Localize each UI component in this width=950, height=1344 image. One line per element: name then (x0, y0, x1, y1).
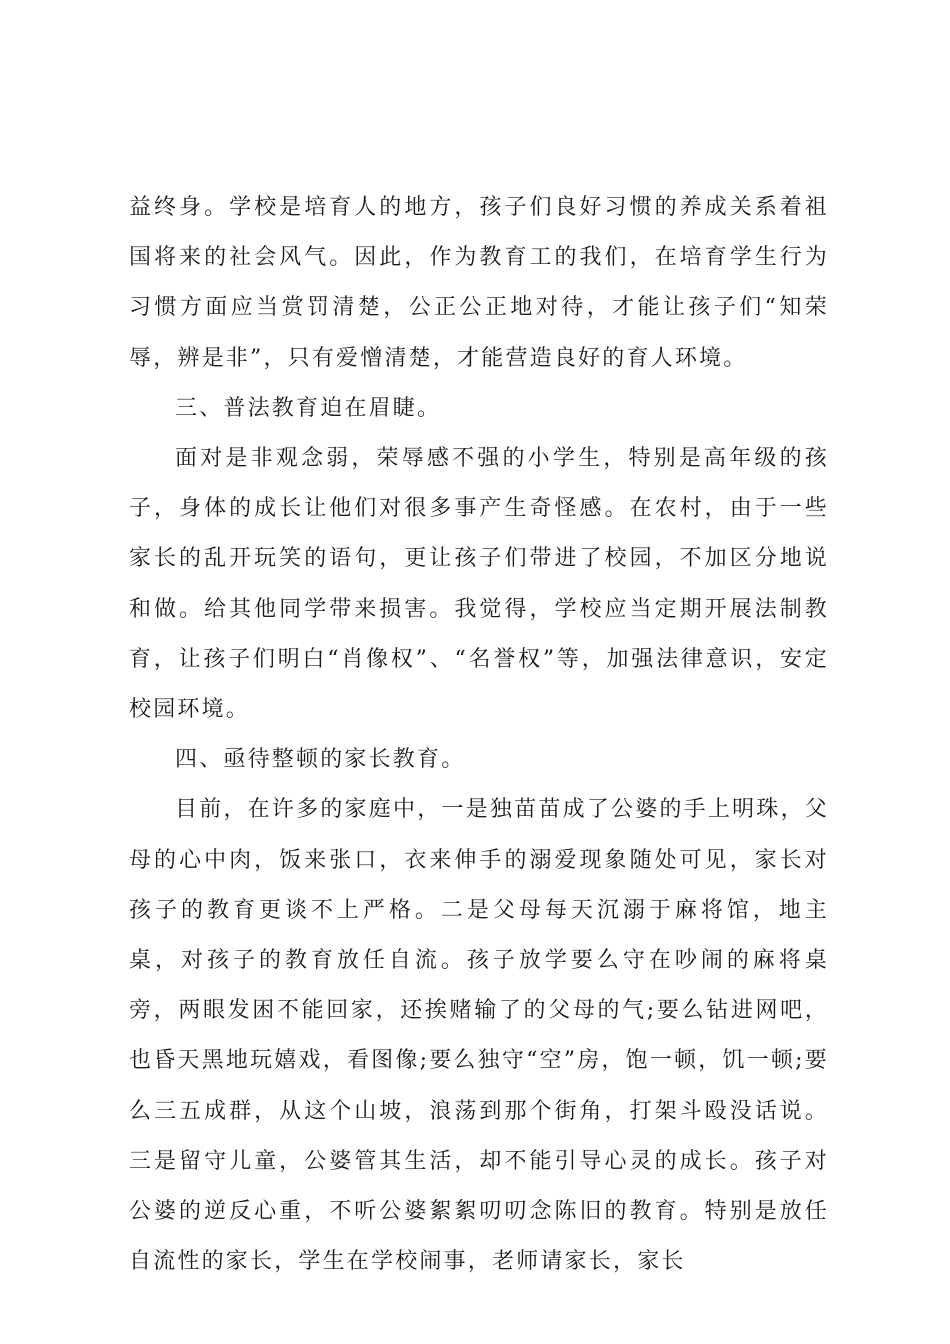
section-heading-three: 三、普法教育迫在眉睫。 (175, 395, 442, 421)
paragraph-continuation: 益终身。学校是培育人的地方，孩子们良好习惯的养成关系着祖国将来的社会风气。因此，作为教育工的我们，在培育学生行为习惯方面应当赏罚清楚，公正公正地对待，才能让孩子们“知荣辱，辨是非”，只有爱憎清楚，才能营造良好的育人环境。 (129, 195, 829, 371)
paragraph-legal-education: 面对是非观念弱，荣辱感不强的小学生，特别是高年级的孩子，身体的成长让他们对很多事产生奇怪感。在农村，由于一些家长的乱开玩笑的语句，更让孩子们带进了校园，不加区分地说和做。给其他同学带来损害。我觉得，学校应当定期开展法制教育，让孩子们明白“肖像权”、“名誉权”等，加强法律意识，安定校园环境。 (129, 446, 829, 723)
paragraph-parent-education: 目前，在许多的家庭中，一是独苗苗成了公婆的手上明珠，父母的心中肉，饭来张口，衣来伸手的溺爱现象随处可见，家长对孩子的教育更谈不上严格。二是父母每天沉溺于麻将馆，地主桌，对孩子的教育放任自流。孩子放学要么守在吵闹的麻将桌旁，两眼发困不能回家，还挨赌输了的父母的气;要么钻进网吧，也昏天黑地玩嬉戏，看图像;要么独守“空”房，饱一顿，饥一顿;要么三五成群，从这个山坡，浪荡到那个街角，打架斗殴没话说。三是留守儿童，公婆管其生活，却不能引导心灵的成长。孩子对公婆的逆反心重，不听公婆絮絮叨叨念陈旧的教育。特别是放任自流性的家长，学生在学校闹事，老师请家长，家长 (129, 797, 829, 1275)
document-body (129, 183, 829, 1287)
section-heading-four: 四、亟待整顿的家长教育。 (175, 747, 466, 773)
